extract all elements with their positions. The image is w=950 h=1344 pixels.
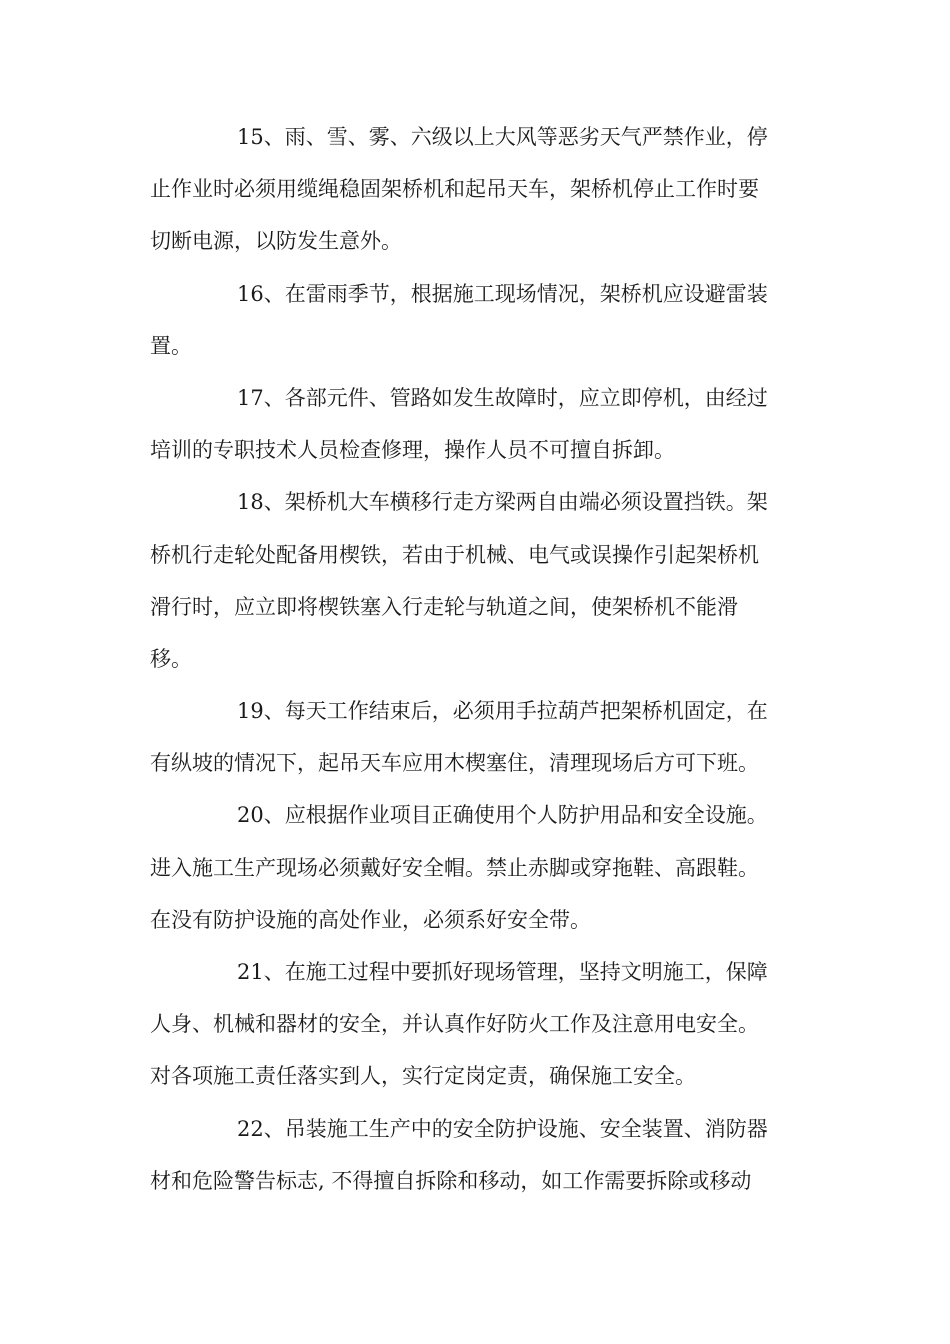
text-line: 21、在施工过程中要抓好现场管理，坚持文明施工，保障 [237, 960, 768, 984]
paragraph-19 [150, 685, 800, 789]
paragraph-20 [150, 789, 800, 946]
text-line: 进入施工生产现场必须戴好安全帽。禁止赤脚或穿拖鞋、高跟鞋。 [150, 855, 759, 880]
text-line: 有纵坡的情况下，起吊天车应用木楔塞住，清理现场后方可下班。 [150, 751, 759, 776]
paragraph-21 [150, 946, 800, 1103]
text-line: 16、在雷雨季节，根据施工现场情况，架桥机应设避雷装 [237, 281, 768, 306]
text-line: 置。 [150, 333, 192, 358]
text-line: 人身、机械和器材的安全，并认真作好防火工作及注意用电安全。 [150, 1012, 759, 1037]
text-line: 切断电源，以防发生意外。 [150, 229, 402, 254]
paragraph-22 [150, 1103, 800, 1207]
text-line: 滑行时，应立即将楔铁塞入行走轮与轨道之间，使架桥机不能滑 [150, 594, 738, 619]
paragraph-15 [150, 111, 800, 268]
text-line: 19、每天工作结束后，必须用手拉葫芦把架桥机固定，在 [237, 699, 768, 724]
text-line: 桥机行走轮处配备用楔铁，若由于机械、电气或误操作引起架桥机 [150, 542, 759, 567]
text-line: 移。 [150, 646, 192, 671]
paragraph-16 [150, 268, 800, 372]
paragraph-17 [150, 372, 800, 476]
text-line: 18、架桥机大车横移行走方梁两自由端必须设置挡铁。架 [237, 490, 768, 515]
text-line: 材和危险警告标志, 不得擅自拆除和移动，如工作需要拆除或移动 [150, 1168, 752, 1193]
text-line: 20、应根据作业项目正确使用个人防护用品和安全设施。 [237, 803, 768, 828]
text-line: 对各项施工责任落实到人，实行定岗定责，确保施工安全。 [150, 1064, 696, 1089]
text-line: 止作业时必须用缆绳稳固架桥机和起吊天车，架桥机停止工作时要 [150, 177, 759, 202]
paragraph-18 [150, 476, 800, 685]
text-line: 培训的专职技术人员检查修理，操作人员不可擅自拆卸。 [150, 438, 675, 463]
text-line: 17、各部元件、管路如发生故障时，应立即停机，由经过 [237, 385, 768, 410]
text-line: 15、雨、雪、雾、六级以上大风等恶劣天气严禁作业，停 [237, 125, 768, 149]
text-line: 22、吊装施工生产中的安全防护设施、安全装置、消防器 [237, 1116, 768, 1141]
text-line: 在没有防护设施的高处作业，必须系好安全带。 [150, 907, 591, 932]
document-page [150, 111, 800, 1207]
